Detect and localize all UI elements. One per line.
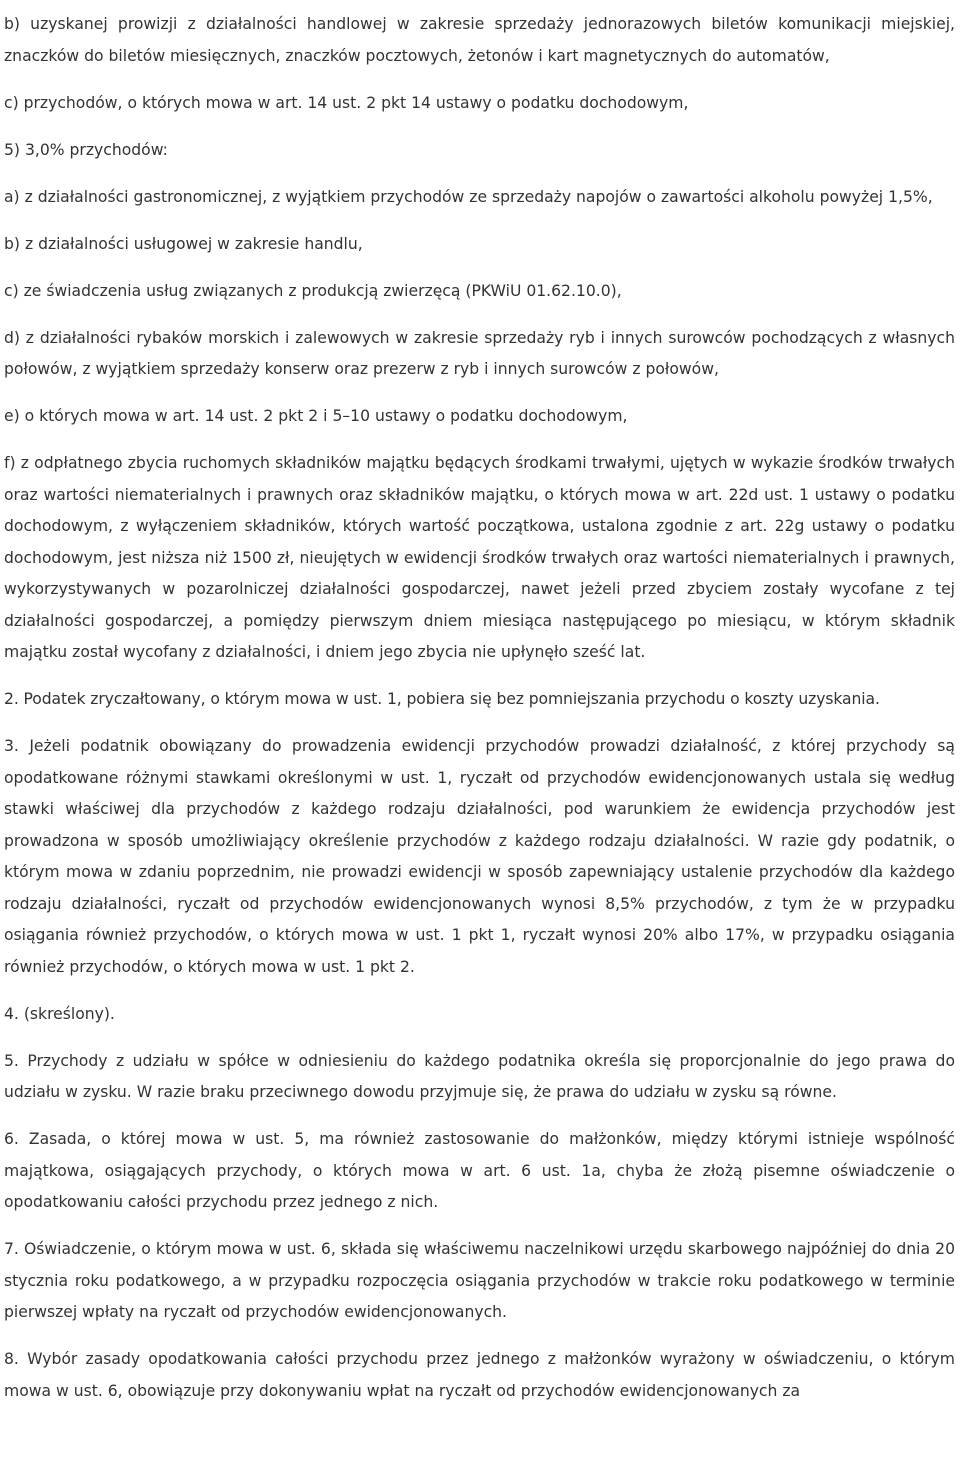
paragraph-5f: f) z odpłatnego zbycia ruchomych składników majątku będących środkami trwałymi, ujętych w wykazie środków trwałych oraz wartości niematerialnych i prawnych oraz składników majątku, o których mowa w art. 22d ust. 1 ustawy o podatku dochodowym, z wyłączeniem składników, których wartość początkowa, ustalona zgodnie z art. 22g ustawy o podatku dochodowym, jest niższa niż 1500 zł, nieujętych w ewidencji środków trwałych oraz wartości niematerialnych i prawnych, wykorzystywanych w pozarolniczej działalności gospodarczej, nawet jeżeli przed zbyciem zostały wycofane z tej działalności gospodarczej, a pomiędzy pierwszym dniem miesiąca następującego po miesiącu, w którym składnik majątku został wycofany z działalności, i dniem jego zbycia nie upłynęło sześć lat.: [4, 454, 955, 661]
paragraph-5-shares: 5. Przychody z udziału w spółce w odniesieniu do każdego podatnika określa się proporcjonalnie do jego prawa do udziału w zysku. W razie braku przeciwnego dowodu przyjmuje się, że prawa do udziału w zysku są równe.: [4, 1051, 955, 1101]
paragraph-7: 7. Oświadczenie, o którym mowa w ust. 6, składa się właściwemu naczelnikowi urzędu skarbowego najpóźniej do dnia 20 stycznia roku podatkowego, a w przypadku rozpoczęcia osiągania przychodów w trakcie roku podatkowego w terminie pierwszej wpłaty na ryczałt od przychodów ewidencjonowanych.: [4, 1240, 955, 1321]
paragraph-5e: e) o których mowa w art. 14 ust. 2 pkt 2 i 5–10 ustawy o podatku dochodowym,: [4, 407, 628, 425]
document-body: [4, 9, 955, 1423]
paragraph-1c: c) przychodów, o których mowa w art. 14 ust. 2 pkt 14 ustawy o podatku dochodowym,: [4, 93, 689, 112]
paragraph-3: 3. Jeżeli podatnik obowiązany do prowadzenia ewidencji przychodów prowadzi działalność, z której przychody są opodatkowane różnymi stawkami określonymi w ust. 1, ryczałt od przychodów ewidencjonowanych ustala się według stawki właściwej dla przychodów z każdego rodzaju działalności, pod warunkiem że ewidencja przychodów jest prowadzona w sposób umożliwiający określenie przychodów z każdego rodzaju działalności. W razie gdy podatnik, o którym mowa w zdaniu poprzednim, nie prowadzi ewidencji w sposób zapewniający ustalenie przychodów dla każdego rodzaju działalności, ryczałt od przychodów ewidencjonowanych wynosi 8,5% przychodów, z tym że w przypadku osiągania również przychodów, o których mowa w ust. 1 pkt 1, ryczałt wynosi 20% albo 17%, w przypadku osiągania również przychodów, o których mowa w ust. 1 pkt 2.: [4, 737, 955, 976]
paragraph-2: 2. Podatek zryczałtowany, o którym mowa w ust. 1, pobiera się bez pomniejszania przychodu o koszty uzyskania.: [4, 690, 880, 708]
paragraph-5: 5) 3,0% przychodów:: [4, 140, 168, 159]
paragraph-6: 6. Zasada, o której mowa w ust. 5, ma również zastosowanie do małżonków, między którymi istnieje wspólność majątkowa, osiągających przychody, o których mowa w art. 6 ust. 1a, chyba że złożą pisemne oświadczenie o opodatkowaniu całości przychodu przez jednego z nich.: [4, 1130, 955, 1211]
paragraph-5d: d) z działalności rybaków morskich i zalewowych w zakresie sprzedaży ryb i innych surowców pochodzących z własnych połowów, z wyjątkiem sprzedaży konserw oraz prezerw z ryb i innych surowców z połowów,: [4, 328, 955, 378]
paragraph-1b: b) uzyskanej prowizji z działalności handlowej w zakresie sprzedaży jednorazowych biletów komunikacji miejskiej, znaczków do biletów miesięcznych, znaczków pocztowych, żetonów i kart magnetycznych do automatów,: [4, 15, 955, 65]
paragraph-4: 4. (skreślony).: [4, 1004, 115, 1023]
paragraph-5b: b) z działalności usługowej w zakresie handlu,: [4, 234, 363, 253]
paragraph-5a: a) z działalności gastronomicznej, z wyjątkiem przychodów ze sprzedaży napojów o zawartości alkoholu powyżej 1,5%,: [4, 187, 933, 206]
paragraph-5c: c) ze świadczenia usług związanych z produkcją zwierzęcą (PKWiU 01.62.10.0),: [4, 281, 622, 300]
paragraph-8: 8. Wybór zasady opodatkowania całości przychodu przez jednego z małżonków wyrażony w oświadczeniu, o którym mowa w ust. 6, obowiązuje przy dokonywaniu wpłat na ryczałt od przychodów ewidencjonowanych za: [4, 1350, 955, 1400]
